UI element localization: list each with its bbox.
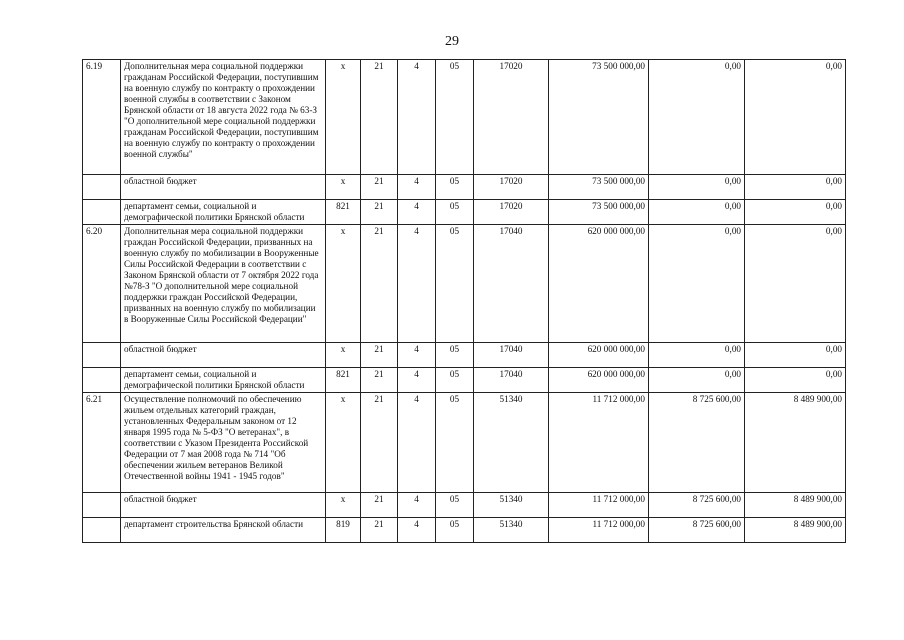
code-event: 05 xyxy=(436,343,474,368)
table-row xyxy=(83,368,846,393)
code-subprogram: 4 xyxy=(398,518,436,543)
code-event: 05 xyxy=(436,200,474,225)
table-row xyxy=(83,393,846,493)
table-row xyxy=(83,225,846,343)
code-program: 21 xyxy=(361,493,398,518)
amount-year-1: 11 712 000,00 xyxy=(549,393,649,493)
table-row xyxy=(83,518,846,543)
row-name: Осуществление полномочий по обеспечению жильем отдельных категорий граждан, установленных Федеральным законом от 12 января 1995 года № 5-ФЗ "О ветеранах", в соответствии с Указом Президента Российской Федерации от 7 мая 2008 года № 714 "Об обеспечении жильем ветеранов Великой Отечественной войны 1941 - 1945 годов" xyxy=(121,393,326,493)
amount-year-2: 8 725 600,00 xyxy=(649,393,745,493)
code-event: 05 xyxy=(436,175,474,200)
amount-year-3: 8 489 900,00 xyxy=(745,493,846,518)
row-number xyxy=(83,200,121,225)
code-direction: 17020 xyxy=(474,175,549,200)
row-number: 6.21 xyxy=(83,393,121,493)
code-event: 05 xyxy=(436,393,474,493)
page-number: 29 xyxy=(445,34,459,49)
table-row xyxy=(83,60,846,175)
code-program: 21 xyxy=(361,60,398,175)
code-direction: 51340 xyxy=(474,518,549,543)
code-program: 21 xyxy=(361,225,398,343)
amount-year-2: 0,00 xyxy=(649,368,745,393)
code-gr: х xyxy=(326,393,361,493)
code-direction: 17040 xyxy=(474,343,549,368)
row-number xyxy=(83,368,121,393)
amount-year-1: 11 712 000,00 xyxy=(549,518,649,543)
budget-table xyxy=(82,59,846,543)
amount-year-3: 0,00 xyxy=(745,60,846,175)
table-row xyxy=(83,175,846,200)
code-gr: 819 xyxy=(326,518,361,543)
code-event: 05 xyxy=(436,493,474,518)
code-direction: 51340 xyxy=(474,393,549,493)
amount-year-1: 11 712 000,00 xyxy=(549,493,649,518)
amount-year-3: 0,00 xyxy=(745,175,846,200)
code-program: 21 xyxy=(361,175,398,200)
amount-year-2: 8 725 600,00 xyxy=(649,493,745,518)
code-gr: х xyxy=(326,493,361,518)
code-subprogram: 4 xyxy=(398,200,436,225)
code-gr: х xyxy=(326,225,361,343)
row-name: департамент семьи, социальной и демографической политики Брянской области xyxy=(121,200,326,225)
code-direction: 17040 xyxy=(474,225,549,343)
amount-year-3: 8 489 900,00 xyxy=(745,393,846,493)
amount-year-1: 73 500 000,00 xyxy=(549,175,649,200)
amount-year-2: 0,00 xyxy=(649,343,745,368)
code-event: 05 xyxy=(436,60,474,175)
amount-year-3: 0,00 xyxy=(745,225,846,343)
row-name: Дополнительная мера социальной поддержки граждан Российской Федерации, призванных на военную службу по мобилизации в Вооруженные Силы Российской Федерации в соответствии с Законом Брянской области от 7 октября 2022 года №78-З "О дополнительной мере социальной поддержки граждан Российской Федерации, призванных на военную службу по мобилизации в Вооруженные Силы Российской Федерации" xyxy=(121,225,326,343)
amount-year-2: 8 725 600,00 xyxy=(649,518,745,543)
row-name: областной бюджет xyxy=(121,493,326,518)
code-event: 05 xyxy=(436,518,474,543)
amount-year-3: 8 489 900,00 xyxy=(745,518,846,543)
code-subprogram: 4 xyxy=(398,343,436,368)
code-subprogram: 4 xyxy=(398,493,436,518)
amount-year-1: 620 000 000,00 xyxy=(549,368,649,393)
code-gr: 821 xyxy=(326,200,361,225)
amount-year-2: 0,00 xyxy=(649,200,745,225)
row-name: областной бюджет xyxy=(121,175,326,200)
code-program: 21 xyxy=(361,343,398,368)
row-name: департамент строительства Брянской области xyxy=(121,518,326,543)
code-event: 05 xyxy=(436,368,474,393)
code-subprogram: 4 xyxy=(398,60,436,175)
row-name: Дополнительная мера социальной поддержки гражданам Российской Федерации, поступившим на военную службу по контракту о прохождении военной службы в соответствии с Законом Брянской области от 18 августа 2022 года № 63-З "О дополнительной мере социальной поддержки гражданам Российской Федерации, поступившим на военную службу по контракту о прохождении военной службы" xyxy=(121,60,326,175)
row-number: 6.19 xyxy=(83,60,121,175)
code-gr: х xyxy=(326,175,361,200)
code-program: 21 xyxy=(361,393,398,493)
code-program: 21 xyxy=(361,368,398,393)
code-event: 05 xyxy=(436,225,474,343)
code-direction: 51340 xyxy=(474,493,549,518)
row-number: 6.20 xyxy=(83,225,121,343)
code-subprogram: 4 xyxy=(398,393,436,493)
amount-year-3: 0,00 xyxy=(745,343,846,368)
row-number xyxy=(83,493,121,518)
amount-year-3: 0,00 xyxy=(745,200,846,225)
code-subprogram: 4 xyxy=(398,175,436,200)
code-direction: 17020 xyxy=(474,60,549,175)
row-number xyxy=(83,518,121,543)
row-number xyxy=(83,175,121,200)
amount-year-1: 73 500 000,00 xyxy=(549,200,649,225)
code-gr: 821 xyxy=(326,368,361,393)
table-row xyxy=(83,343,846,368)
amount-year-1: 620 000 000,00 xyxy=(549,343,649,368)
code-subprogram: 4 xyxy=(398,368,436,393)
amount-year-1: 620 000 000,00 xyxy=(549,225,649,343)
code-subprogram: 4 xyxy=(398,225,436,343)
code-gr: х xyxy=(326,343,361,368)
table-row xyxy=(83,493,846,518)
code-program: 21 xyxy=(361,518,398,543)
table-row xyxy=(83,200,846,225)
code-direction: 17040 xyxy=(474,368,549,393)
code-direction: 17020 xyxy=(474,200,549,225)
code-gr: х xyxy=(326,60,361,175)
amount-year-3: 0,00 xyxy=(745,368,846,393)
code-program: 21 xyxy=(361,200,398,225)
amount-year-2: 0,00 xyxy=(649,225,745,343)
row-number xyxy=(83,343,121,368)
row-name: областной бюджет xyxy=(121,343,326,368)
row-name: департамент семьи, социальной и демографической политики Брянской области xyxy=(121,368,326,393)
amount-year-2: 0,00 xyxy=(649,60,745,175)
amount-year-2: 0,00 xyxy=(649,175,745,200)
amount-year-1: 73 500 000,00 xyxy=(549,60,649,175)
